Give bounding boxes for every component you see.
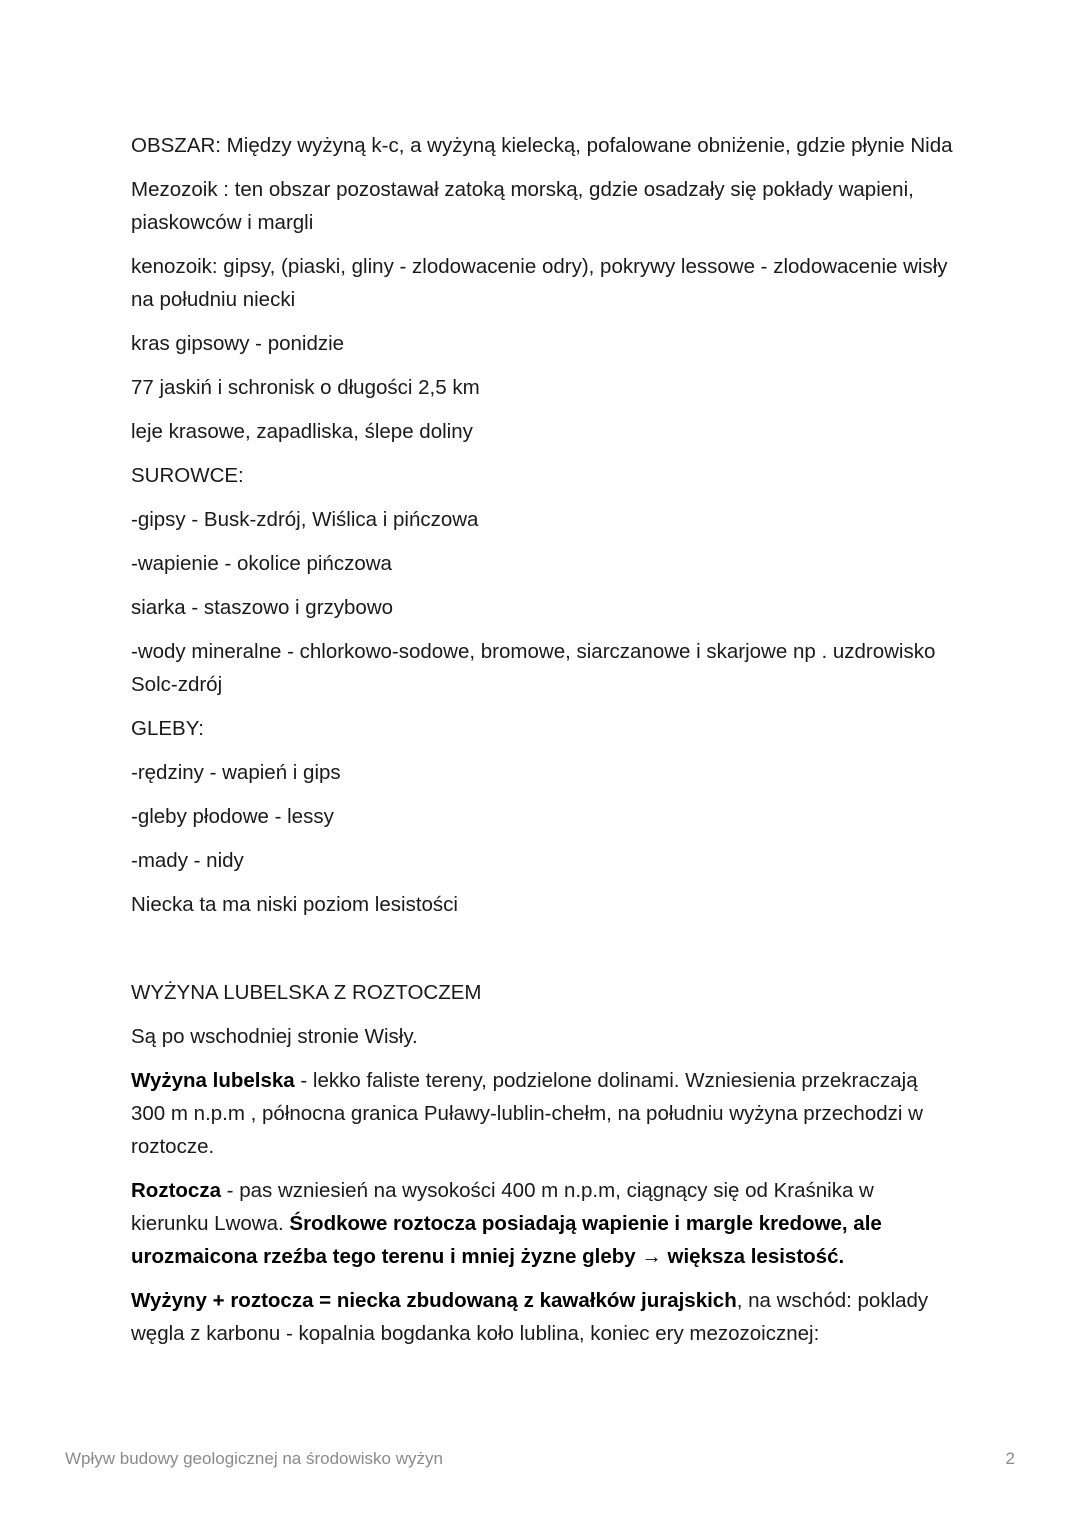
- paragraph: [131, 591, 957, 624]
- paragraph: [131, 1064, 957, 1163]
- paragraph: [131, 459, 957, 492]
- text-run: SUROWCE:: [131, 464, 244, 487]
- text-run: - pas wzniesień na wysokości 400 m n.p.m, ciągnący się od Kraśnika w kierunku Lwowa.: [131, 1179, 874, 1235]
- bold-text: Wyżyna lubelska: [131, 1069, 295, 1092]
- text-run: -gipsy - Busk-zdrój, Wiślica i pińczowa: [131, 508, 479, 531]
- text-run: -rędziny - wapień i gips: [131, 761, 341, 784]
- paragraph: [131, 1284, 957, 1350]
- paragraph: [131, 976, 957, 1009]
- paragraph: [131, 250, 957, 316]
- paragraph: [131, 327, 957, 360]
- bold-text: Roztocza: [131, 1179, 221, 1202]
- page-number: 2: [1005, 1449, 1015, 1468]
- text-run: kras gipsowy - ponidzie: [131, 332, 345, 355]
- text-run: siarka - staszowo i grzybowo: [131, 596, 394, 619]
- text-run: , na wschód: poklady węgla z karbonu - kopalnia bogdanka koło lublina, koniec ery mezozoicznej:: [131, 1289, 929, 1345]
- paragraph: [131, 756, 957, 789]
- text-run: WYŻYNA LUBELSKA Z ROZTOCZEM: [131, 981, 482, 1004]
- page-footer: [65, 1449, 1015, 1469]
- paragraph: [131, 415, 957, 448]
- text-run: Niecka ta ma niski poziom lesistości: [131, 893, 458, 916]
- text-run: leje krasowe, zapadliska, ślepe doliny: [131, 420, 473, 443]
- paragraph: [131, 1174, 957, 1273]
- paragraph: [131, 503, 957, 536]
- empty-paragraph: [131, 932, 957, 965]
- paragraph: [131, 129, 957, 162]
- paragraph: [131, 712, 957, 745]
- text-run: Mezozoik : ten obszar pozostawał zatoką morską, gdzie osadzały się pokłady wapieni, piaskowców i margli: [131, 178, 914, 234]
- paragraph: [131, 547, 957, 580]
- paragraph: [131, 888, 957, 921]
- text-run: -wody mineralne - chlorkowo-sodowe, bromowe, siarczanowe i skarjowe np . uzdrowisko Solc-zdrój: [131, 640, 936, 696]
- text-run: Są po wschodniej stronie Wisły.: [131, 1025, 418, 1048]
- text-run: -mady - nidy: [131, 849, 244, 872]
- text-run: -gleby płodowe - lessy: [131, 805, 334, 828]
- text-run: kenozoik: gipsy, (piaski, gliny - zlodowacenie odry), pokrywy lessowe - zlodowacenie wisły na południu niecki: [131, 255, 948, 311]
- footer-title: Wpływ budowy geologicznej na środowisko wyżyn: [65, 1449, 443, 1468]
- paragraph: [131, 635, 957, 701]
- text-run: OBSZAR: Między wyżyną k-c, a wyżyną kielecką, pofalowane obniżenie, gdzie płynie Nida: [131, 134, 953, 157]
- bold-text: Wyżyny + roztocza = niecka zbudowaną z kawałków jurajskich: [131, 1289, 737, 1312]
- paragraph: [131, 173, 957, 239]
- paragraph: [131, 371, 957, 404]
- paragraph: [131, 1020, 957, 1053]
- bold-text: Środkowe roztocza posiadają wapienie i margle kredowe, ale urozmaicona rzeźba tego terenu i mniej żyzne gleby → większa lesistość.: [131, 1212, 882, 1268]
- paragraph: [131, 800, 957, 833]
- paragraph: [131, 844, 957, 877]
- document-body: [131, 129, 957, 1361]
- text-run: -wapienie - okolice pińczowa: [131, 552, 392, 575]
- text-run: 77 jaskiń i schronisk o długości 2,5 km: [131, 376, 480, 399]
- text-run: - lekko faliste tereny, podzielone dolinami. Wzniesienia przekraczają 300 m n.p.m , północna granica Puławy-lublin-chełm, na południu wyżyna przechodzi w roztocze.: [131, 1069, 923, 1158]
- text-run: GLEBY:: [131, 717, 204, 740]
